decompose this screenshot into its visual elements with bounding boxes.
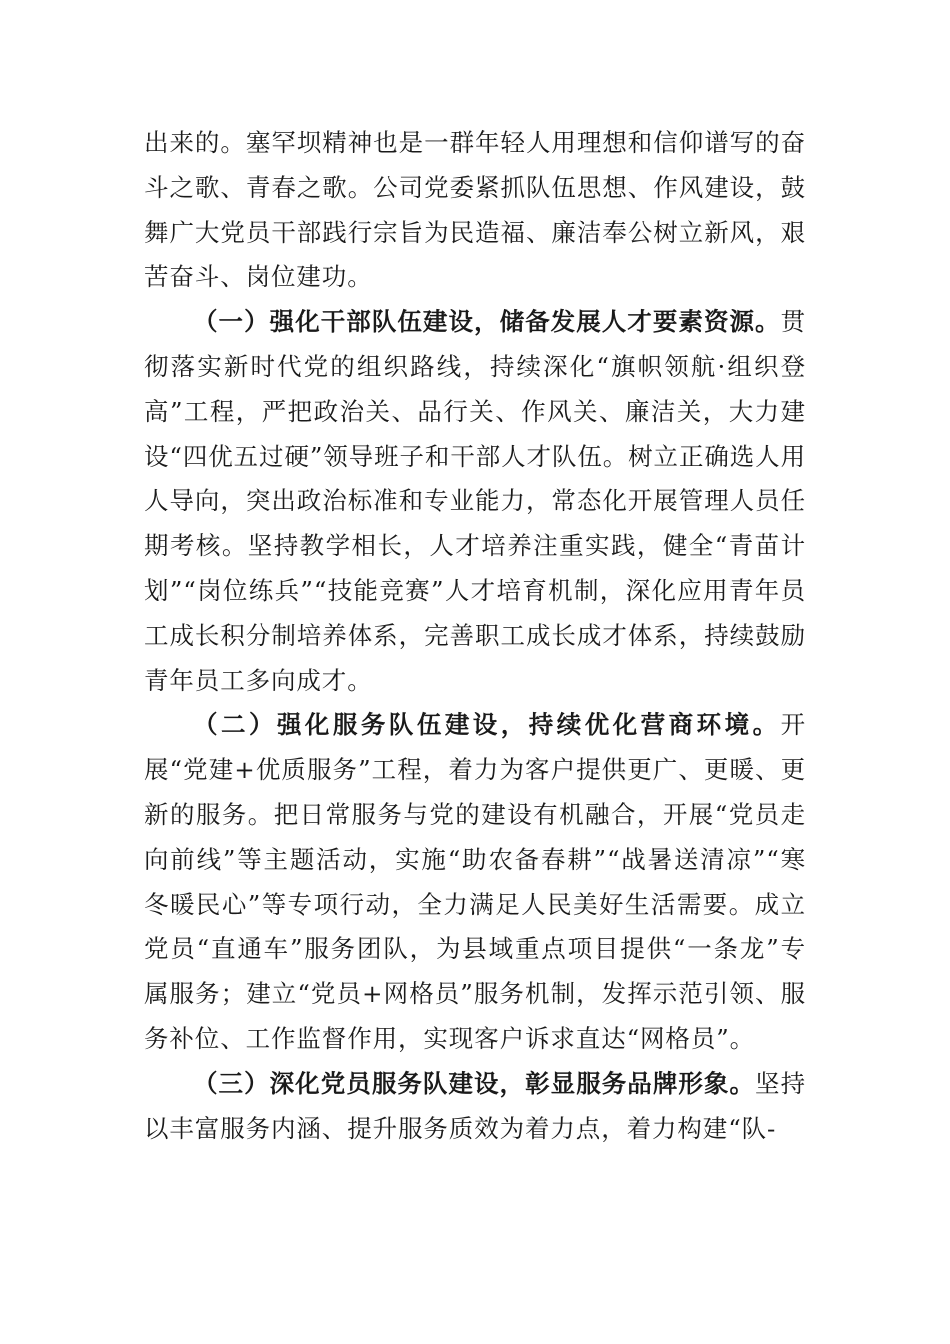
- paragraph-party-service: [144, 1062, 806, 1152]
- paragraph-text: 开展“党建+优质服务”工程，着力为客户提供更广、更暖、更新的服务。把日常服务与党的建设有机融合，开展“党员走向前线”等主题活动，实施“助农备春耕”“战暑送清凉”“寒冬暖民心”等专项行动，全力满足人民美好生活需要。成立党员“直通车”服务团队，为县域重点项目提供“一条龙”专属服务；建立“党员+网格员”服务机制，发挥示范引领、服务补位、工作监督作用，实现客户诉求直达“网格员”。: [144, 710, 806, 1053]
- paragraph-service-team: [144, 703, 806, 1061]
- paragraph-heading: （二）强化服务队伍建设，持续优化营商环境。: [193, 710, 781, 740]
- paragraph-text: 坚持以丰富服务内涵、提升服务质效为着力点，着力构建“队-: [144, 1068, 806, 1143]
- paragraph-text: 贯彻落实新时代党的组织路线，持续深化“旗帜领航·组织登高”工程，严把政治关、品行关、作风关、廉洁关，大力建设“四优五过硬”领导班子和干部人才队伍。树立正确选人用人导向，突出政治标准和专业能力，常态化开展管理人员任期考核。坚持教学相长，人才培养注重实践，健全“青苗计划”“岗位练兵”“技能竞赛”人才培育机制，深化应用青年员工成长积分制培养体系，完善职工成长成才体系，持续鼓励青年员工多向成才。: [144, 307, 806, 695]
- paragraph-cadre-team: [144, 300, 806, 703]
- paragraph-heading: （一）强化干部队伍建设，储备发展人才要素资源。: [193, 307, 781, 337]
- paragraph-text: 出来的。塞罕坝精神也是一群年轻人用理想和信仰谱写的奋斗之歌、青春之歌。公司党委紧抓队伍思想、作风建设，鼓舞广大党员干部践行宗旨为民造福、廉洁奉公树立新风，艰苦奋斗、岗位建功。: [144, 128, 806, 292]
- paragraph-continuation: [144, 121, 806, 300]
- document-body: [144, 121, 806, 1151]
- paragraph-heading: （三）深化党员服务队建设，彰显服务品牌形象。: [193, 1068, 756, 1098]
